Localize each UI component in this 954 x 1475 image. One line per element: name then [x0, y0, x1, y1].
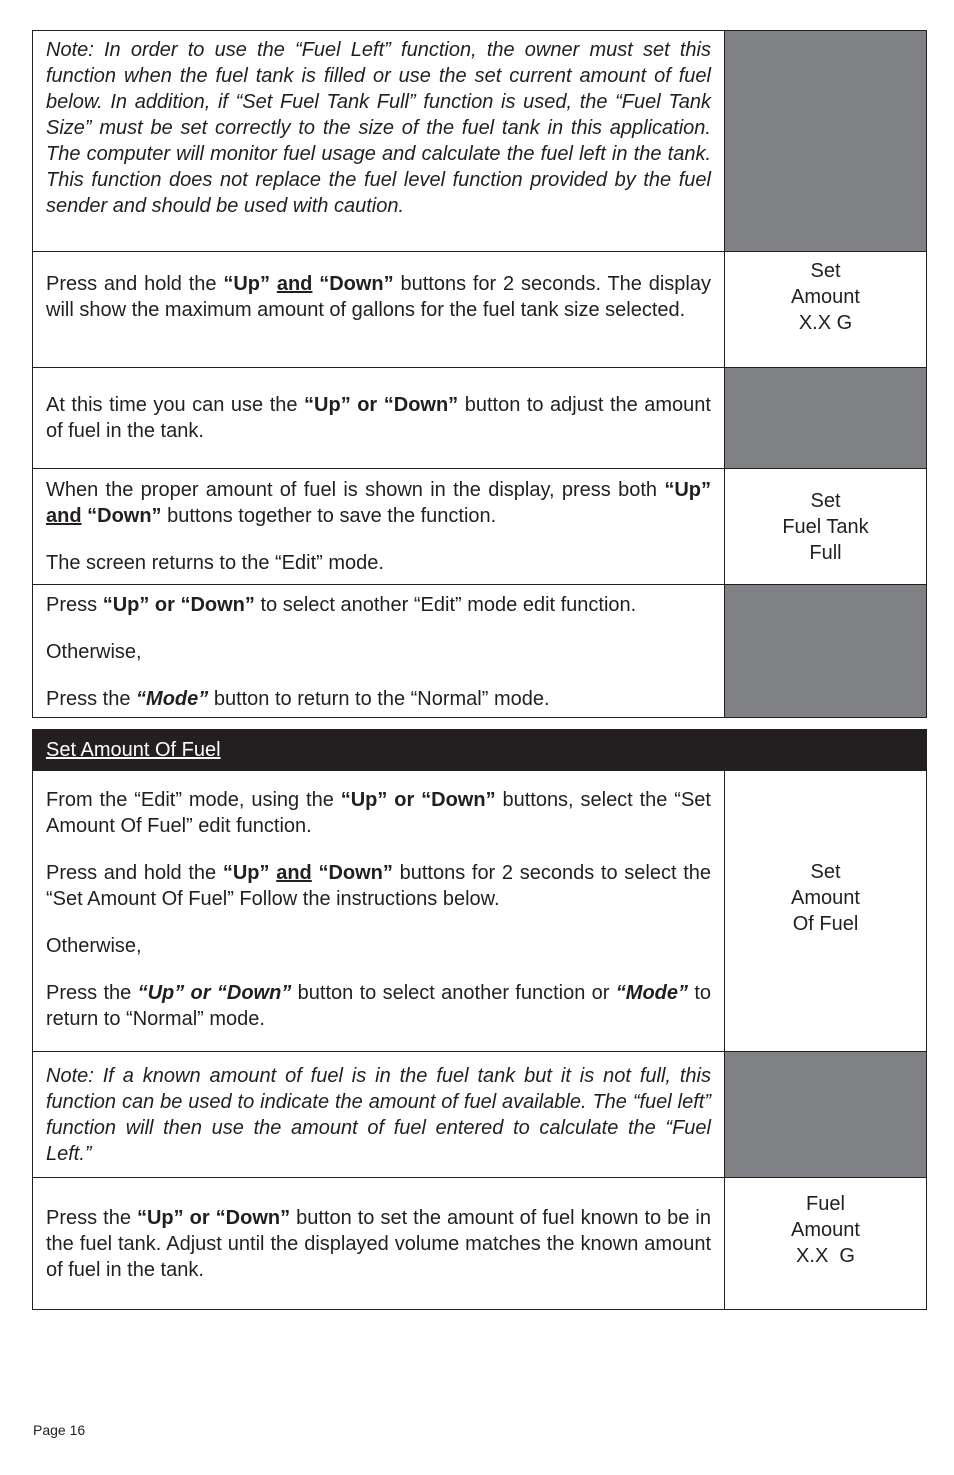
fuel-left-note: Note: In order to use the “Fuel Left” function, the owner must set this function when the fuel tank is filled or use the set current amount of fuel below. In addition, if “Set Fuel Tank Full” function is used, the “Fuel Tank Size” must be set correctly to the size of the fuel tank in this application. The computer will monitor fuel usage and calculate the fuel left in the tank. This function does not replace the fuel level function provided by the fuel sender and should be used with caution.	[46, 39, 711, 217]
display-line: X.X G	[796, 1245, 855, 1267]
table-row	[32, 585, 927, 718]
table-row	[32, 771, 927, 1052]
table-row	[32, 1178, 927, 1310]
display-cell	[725, 252, 926, 367]
display-line: Full	[809, 541, 842, 564]
section-title: Set Amount Of Fuel	[46, 739, 221, 761]
instruction-text: Press and hold the “Up” and “Down” buttons for 2 seconds to select the “Set Amount Of Fuel” Follow the instructions below.	[46, 862, 711, 910]
display-cell-blank	[725, 1052, 926, 1177]
instruction-text: Press and hold the “Up” and “Down” buttons for 2 seconds. The display will show the maximum amount of gallons for the fuel tank size selected.	[46, 273, 711, 321]
table-row	[32, 469, 927, 585]
table-row	[32, 30, 927, 252]
instructions-table-top	[32, 30, 927, 718]
display-cell	[725, 1178, 926, 1309]
instruction-text: The screen returns to the “Edit” mode.	[46, 552, 384, 574]
instruction-cell	[33, 252, 725, 367]
table-row	[32, 1052, 927, 1178]
display-line: Set	[810, 489, 841, 512]
set-amount-note: Note: If a known amount of fuel is in the fuel tank but it is not full, this function can be used to indicate the amount of fuel available. The “fuel left” function will then use the amount of fuel entered to calculate the “Fuel Left.”	[46, 1065, 711, 1165]
section-header	[32, 729, 927, 771]
instruction-cell	[33, 1178, 725, 1309]
instruction-cell	[33, 585, 725, 717]
display-line: Amount	[791, 1219, 860, 1241]
display-line: Of Fuel	[792, 913, 859, 935]
instruction-text: Press the “Up” or “Down” button to select another function or “Mode” to return to “Normal” mode.	[46, 982, 712, 1030]
note-cell	[33, 1052, 725, 1177]
display-cell	[725, 771, 926, 1051]
table-row	[32, 252, 927, 368]
display-cell-blank	[725, 368, 926, 468]
display-line: Fuel Tank	[782, 515, 869, 538]
instruction-text: Press the “Mode” button to return to the “Normal” mode.	[46, 688, 550, 710]
table-row	[32, 368, 927, 469]
instruction-text: Otherwise,	[46, 935, 142, 957]
display-line: Set	[810, 861, 841, 883]
display-line: Set	[810, 260, 841, 282]
display-line: X.X G	[798, 312, 853, 334]
instructions-table-bottom	[32, 771, 927, 1310]
display-cell	[725, 469, 926, 584]
instruction-text: Press the “Up” or “Down” button to set the amount of fuel known to be in the fuel tank. Adjust until the displayed volume matches the known amount of fuel in the tank.	[46, 1206, 711, 1281]
display-cell-blank	[725, 31, 926, 251]
instruction-text: When the proper amount of fuel is shown in the display, press both “Up” and “Down” buttons together to save the function.	[46, 479, 711, 527]
page-number: Page 16	[33, 1422, 86, 1438]
display-line: Amount	[791, 286, 860, 308]
instruction-cell	[33, 469, 725, 584]
instruction-text: From the “Edit” mode, using the “Up” or “Down” buttons, select the “Set Amount Of Fuel” edit function.	[46, 789, 711, 837]
instruction-text: Press “Up” or “Down” to select another “Edit” mode edit function.	[46, 594, 637, 616]
instruction-text: At this time you can use the “Up” or “Down” button to adjust the amount of fuel in the tank.	[46, 394, 711, 442]
display-line: Amount	[791, 887, 860, 909]
display-line: Fuel	[806, 1193, 845, 1215]
instruction-text: Otherwise,	[46, 641, 142, 663]
display-cell-blank	[725, 585, 926, 717]
instruction-cell	[33, 771, 725, 1051]
instruction-cell	[33, 368, 725, 468]
note-cell	[33, 31, 725, 251]
